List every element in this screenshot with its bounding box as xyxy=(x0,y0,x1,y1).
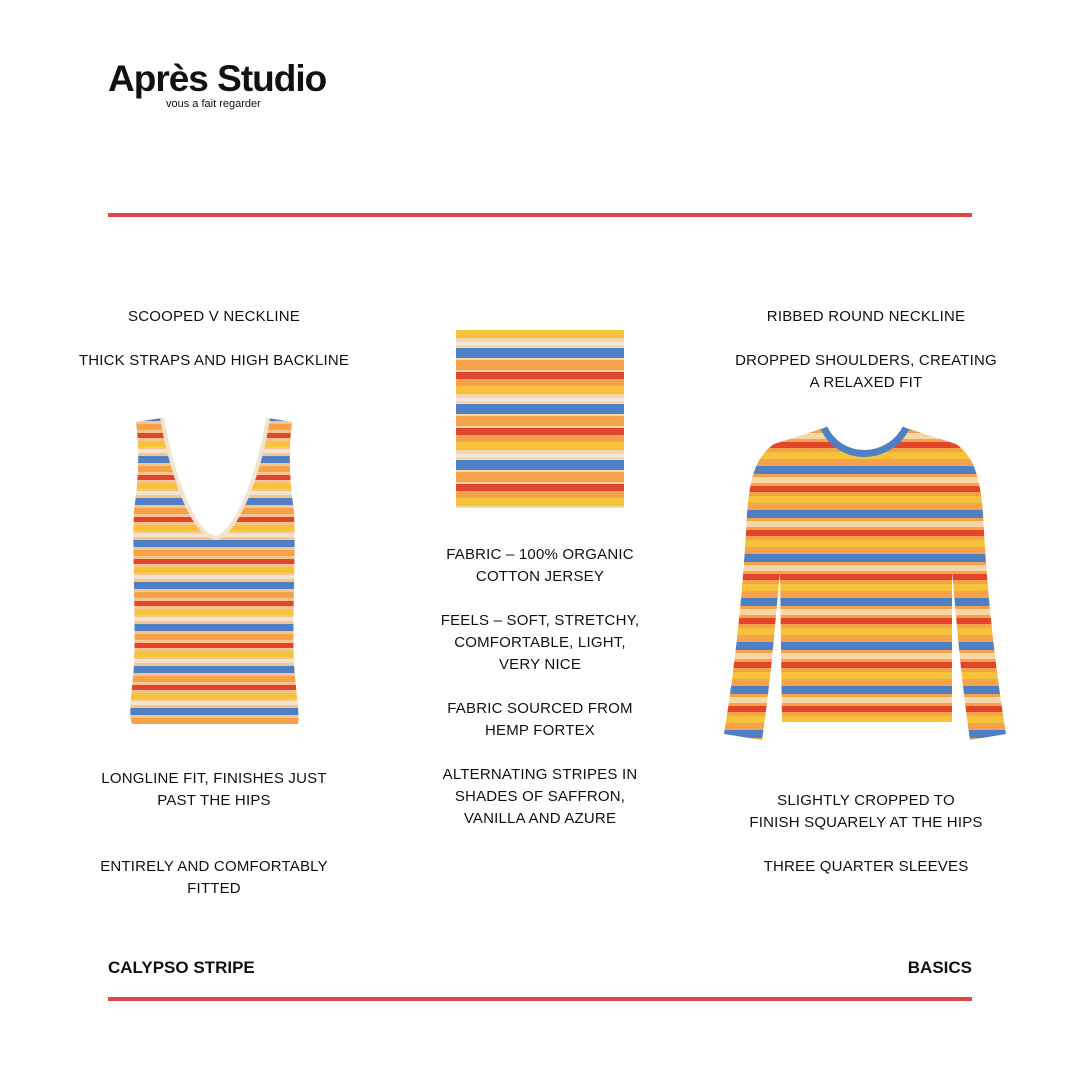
collection-name: CALYPSO STRIPE xyxy=(108,958,255,977)
source-note: FABRIC SOURCED FROM HEMP FORTEX xyxy=(447,700,633,739)
stripes-note: ALTERNATING STRIPES IN SHADES OF SAFFRON, VANILLA AND AZURE xyxy=(442,766,638,827)
long-sleeve-tee-image xyxy=(720,422,1010,744)
right-neckline-note: RIBBED ROUND NECKLINE xyxy=(766,308,966,325)
brand-name: Après Studio xyxy=(108,58,327,99)
bottom-divider xyxy=(108,997,972,1001)
right-shoulders-note: DROPPED SHOULDERS, CREATING A RELAXED FIT xyxy=(735,352,997,391)
tank-top-image xyxy=(128,414,300,726)
left-fitted-note: ENTIRELY AND COMFORTABLY FITTED xyxy=(100,858,328,897)
brand-logo xyxy=(108,58,338,110)
left-fit-note: LONGLINE FIT, FINISHES JUST PAST THE HIPS xyxy=(101,770,327,809)
right-sleeves-note: THREE QUARTER SLEEVES xyxy=(763,858,969,875)
category-label: BASICS xyxy=(907,958,972,977)
fabric-note: FABRIC – 100% ORGANIC COTTON JERSEY xyxy=(446,546,634,585)
feels-note: FEELS – SOFT, STRETCHY, COMFORTABLE, LIGHT, VERY NICE xyxy=(440,612,640,673)
right-cropped-note: SLIGHTLY CROPPED TO FINISH SQUARELY AT THE HIPS xyxy=(749,792,983,831)
left-neckline-note: SCOOPED V NECKLINE xyxy=(128,308,300,325)
brand-tagline: vous a fait regarder xyxy=(166,98,261,110)
left-straps-note: THICK STRAPS AND HIGH BACKLINE xyxy=(78,352,350,369)
fabric-swatch-image xyxy=(456,330,624,508)
top-divider xyxy=(108,213,972,217)
